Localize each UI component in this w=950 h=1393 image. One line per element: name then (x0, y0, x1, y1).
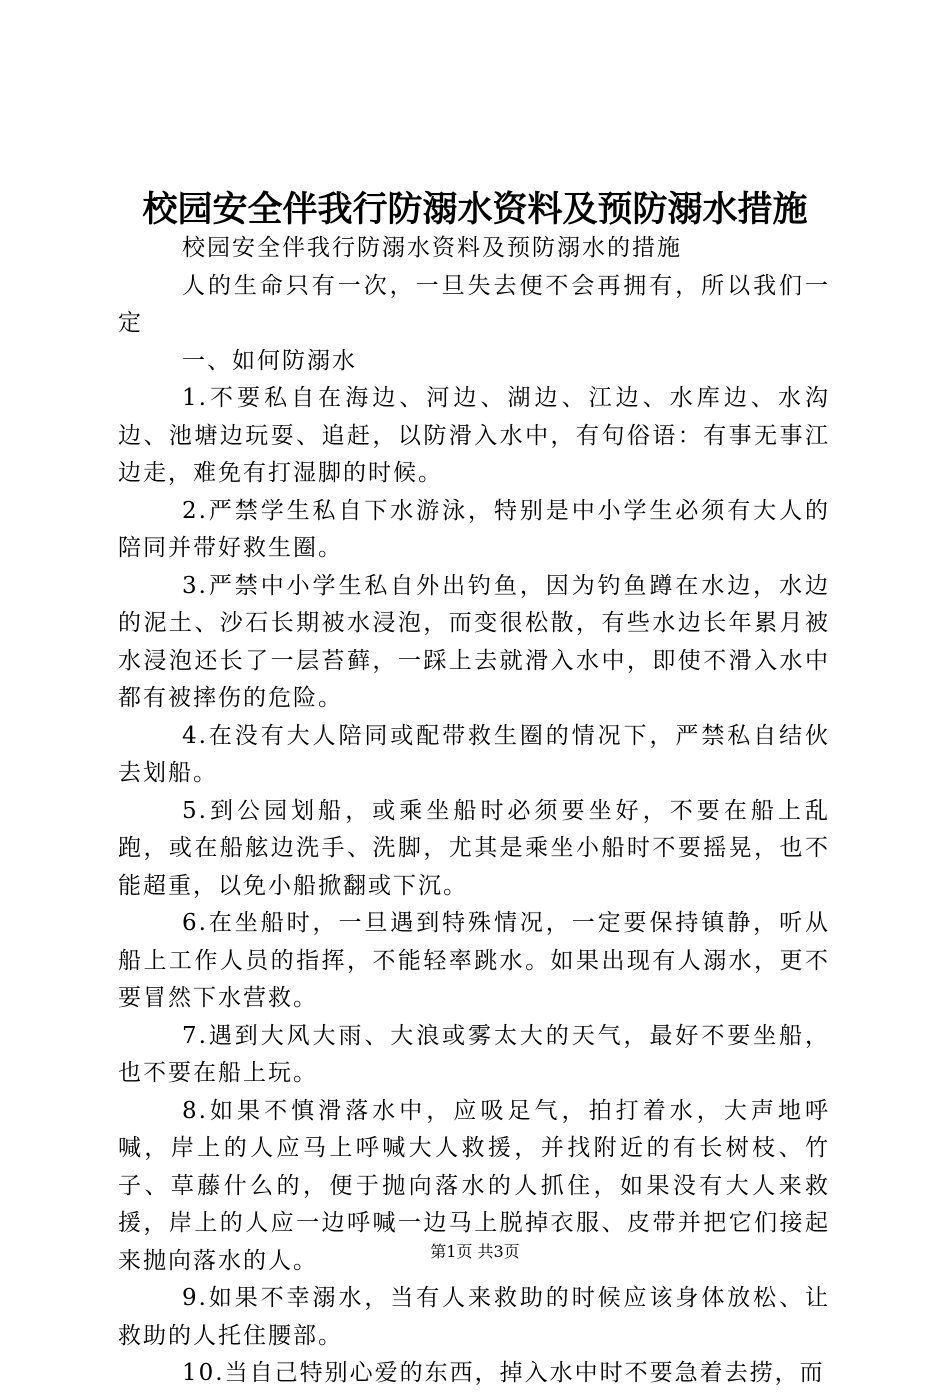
paragraph-item-7: 7.遇到大风大雨、大浪或雾太大的天气，最好不要坐船，也不要在船上玩。 (118, 1022, 830, 1086)
document-body (118, 230, 830, 1393)
paragraph-item-5: 5.到公园划船，或乘坐船时必须要坐好，不要在船上乱跑，或在船舷边洗手、洗脚，尤其是乘坐小船时不要摇晃，也不能超重，以免小船掀翻或下沉。 (118, 797, 830, 899)
paragraph-item-1: 1.不要私自在海边、河边、湖边、江边、水库边、水沟边、池塘边玩耍、追赶，以防滑入水中，有句俗语：有事无事江边走，难免有打湿脚的时候。 (118, 385, 830, 486)
paragraph-item-3: 3.严禁中小学生私自外出钓鱼，因为钓鱼蹲在水边，水边的泥土、沙石长期被水浸泡，而变很松散，有些水边长年累月被水浸泡还长了一层苔藓，一踩上去就滑入水中，即使不滑入水中都有被摔伤的危险。 (118, 572, 830, 711)
paragraph-item-2: 2.严禁学生私自下水游泳，特别是中小学生必须有大人的陪同并带好救生圈。 (118, 497, 830, 561)
paragraph-item-10: 10.当自己特别心爱的东西，掉入水中时不要急着去捞，而 (182, 1360, 825, 1386)
document-title: 校园安全伴我行防溺水资料及预防溺水措施 (142, 189, 808, 230)
paragraph-item-9: 9.如果不幸溺水，当有人来救助的时候应该身体放松、让救助的人托住腰部。 (118, 1285, 830, 1349)
section-heading: 一、如何防溺水 (182, 347, 357, 374)
paragraph-subtitle: 校园安全伴我行防溺水资料及预防溺水的措施 (182, 235, 682, 261)
paragraph-item-8: 8.如果不慎滑落水中，应吸足气，拍打着水，大声地呼喊，岸上的人应马上呼喊大人救援，并找附近的有长树枝、竹子、草藤什么的，便于抛向落水的人抓住，如果没有大人来救援，岸上的人应一边呼喊一边马上脱掉衣服、皮带并把它们接起来抛向落水的人。 (118, 1097, 830, 1274)
page-footer: 第1页 共3页 (430, 1242, 520, 1261)
paragraph-item-4: 4.在没有大人陪同或配带救生圈的情况下，严禁私自结伙去划船。 (118, 722, 830, 786)
paragraph-item-6: 6.在坐船时，一旦遇到特殊情况，一定要保持镇静，听从船上工作人员的指挥，不能轻率跳水。如果出现有人溺水，更不要冒然下水营救。 (118, 910, 830, 1011)
paragraph-intro: 人的生命只有一次，一旦失去便不会再拥有，所以我们一定 (118, 272, 830, 336)
